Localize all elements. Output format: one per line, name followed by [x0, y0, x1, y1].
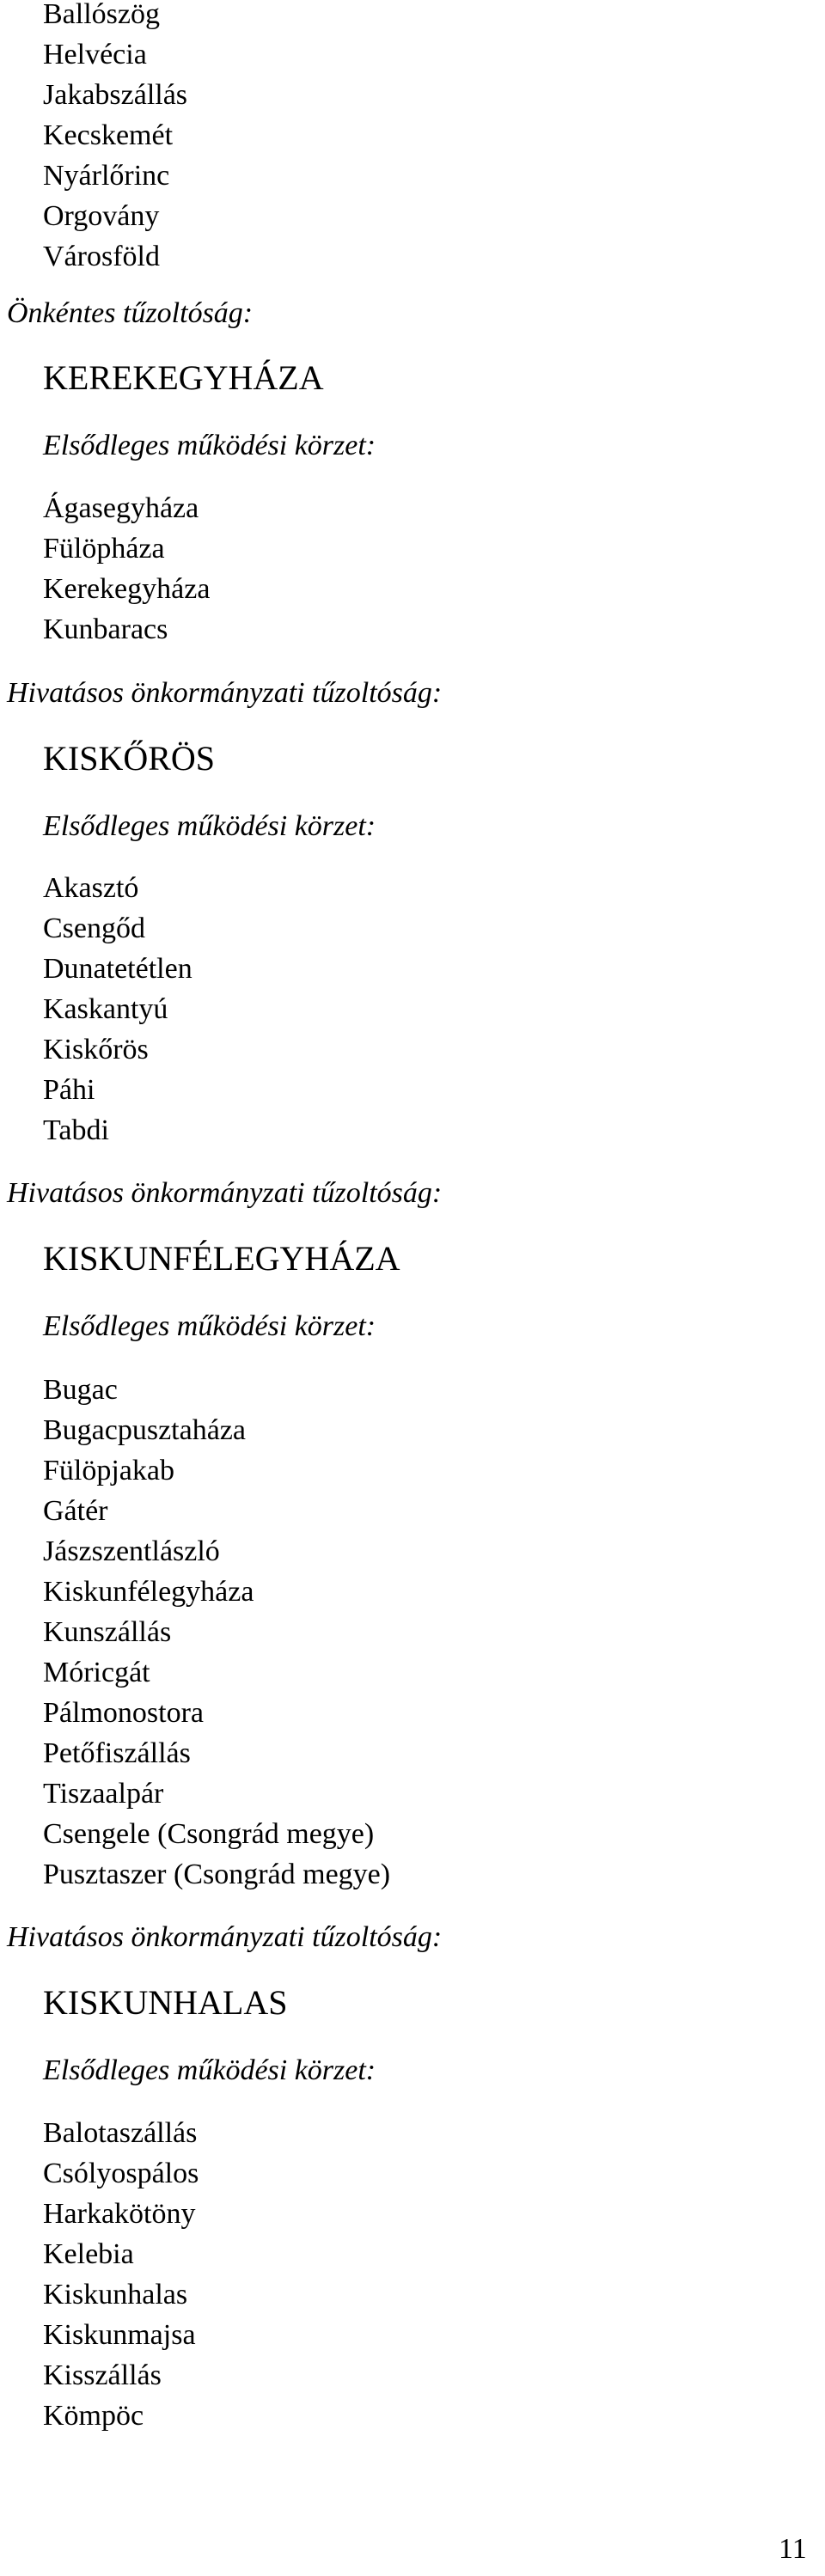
place-item: Csengőd [43, 913, 145, 944]
place-item: Jászszentlászló [43, 1535, 220, 1567]
place-item: Ágasegyháza [43, 492, 199, 524]
place-item: Kisszállás [43, 2359, 162, 2391]
place-item: Bugacpusztaháza [43, 1414, 246, 1446]
place-item: Tabdi [43, 1114, 109, 1146]
place-item: Petőfiszállás [43, 1737, 191, 1769]
place-item: Fülöpháza [43, 533, 165, 565]
place-item: Orgovány [43, 200, 160, 232]
station-name: KISKUNHALAS [43, 1983, 288, 2022]
place-item: Kelebia [43, 2238, 134, 2270]
place-item: Pusztaszer (Csongrád megye) [43, 1859, 391, 1890]
place-item: Dunatetétlen [43, 953, 192, 985]
place-item: Móricgát [43, 1657, 150, 1688]
station-name: KEREKEGYHÁZA [43, 358, 324, 397]
place-item: Kunszállás [43, 1616, 172, 1648]
place-item: Tiszaalpár [43, 1778, 164, 1810]
station-name: KISKUNFÉLEGYHÁZA [43, 1239, 400, 1278]
area-label: Elsődleges működési körzet: [43, 1310, 376, 1342]
area-label: Elsődleges működési körzet: [43, 2054, 376, 2086]
area-label: Elsődleges működési körzet: [43, 810, 376, 842]
place-item: Csengele (Csongrád megye) [43, 1818, 375, 1850]
station-name: KISKŐRÖS [43, 739, 216, 778]
place-item: Kiskunmajsa [43, 2319, 196, 2351]
place-item: Ballószög [43, 0, 160, 30]
place-item: Kaskantyú [43, 993, 168, 1025]
place-item: Kiskőrös [43, 1034, 149, 1065]
place-item: Kecskemét [43, 119, 174, 151]
place-item: Pálmonostora [43, 1697, 204, 1729]
section-label: Hivatásos önkormányzati tűzoltóság: [7, 1177, 443, 1209]
place-item: Kiskunhalas [43, 2279, 188, 2310]
section-label: Hivatásos önkormányzati tűzoltóság: [7, 1921, 443, 1953]
place-item: Kömpöc [43, 2400, 144, 2432]
place-item: Harkakötöny [43, 2198, 196, 2230]
page-number: 11 [779, 2533, 807, 2565]
place-item: Balotaszállás [43, 2117, 198, 2149]
place-item: Páhi [43, 1074, 95, 1106]
place-item: Helvécia [43, 39, 147, 70]
place-item: Nyárlőrinc [43, 160, 170, 192]
section-label: Hivatásos önkormányzati tűzoltóság: [7, 677, 443, 709]
place-item: Csólyospálos [43, 2158, 199, 2189]
section-label: Önkéntes tűzoltóság: [7, 297, 254, 329]
area-label: Elsődleges működési körzet: [43, 430, 376, 461]
place-item: Bugac [43, 1374, 118, 1406]
place-item: Városföld [43, 241, 160, 272]
place-item: Gátér [43, 1495, 108, 1527]
place-item: Akasztó [43, 872, 139, 904]
place-item: Jakabszállás [43, 79, 188, 111]
place-item: Fülöpjakab [43, 1455, 174, 1486]
place-item: Kunbaracs [43, 613, 168, 645]
place-item: Kerekegyháza [43, 573, 211, 605]
place-item: Kiskunfélegyháza [43, 1576, 254, 1608]
